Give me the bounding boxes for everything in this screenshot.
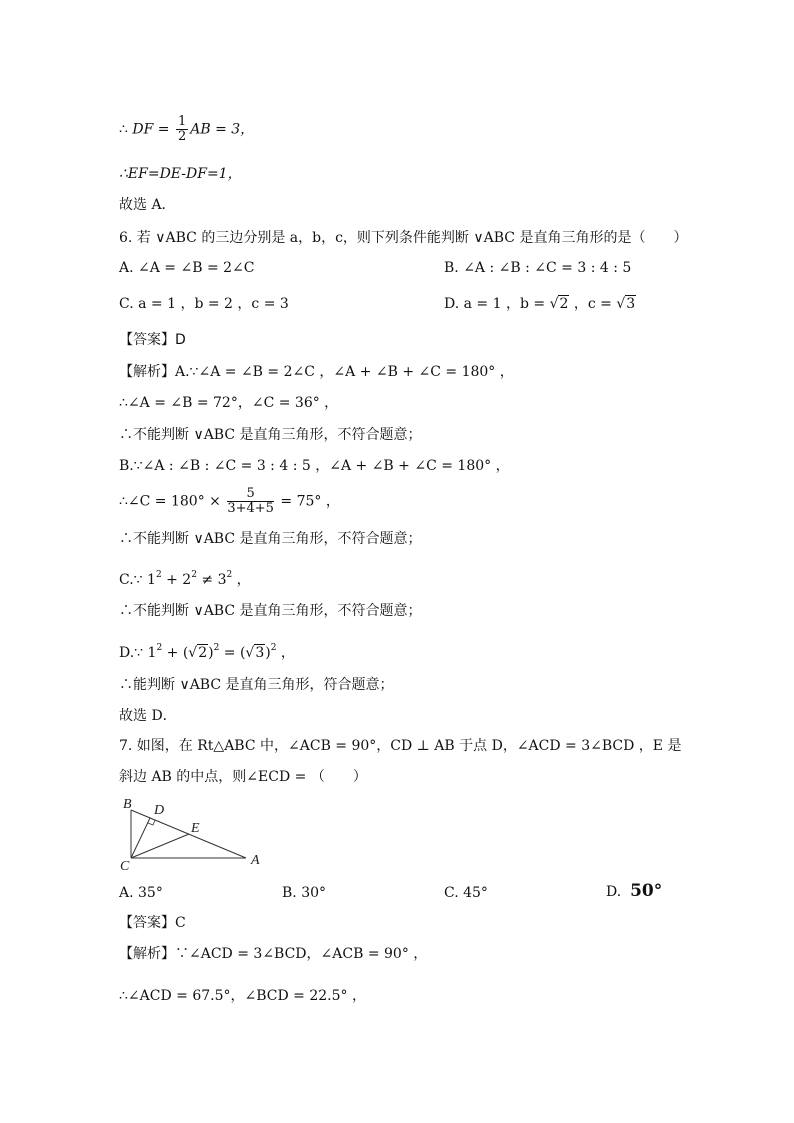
q7-option-d: D. 50° (606, 881, 663, 901)
q6-analysis-2: ∴∠A = ∠B = 72°，∠C = 36° ， (119, 395, 339, 411)
q7-analysis-2: ∴∠ACD = 67.5°，∠BCD = 22.5° ， (119, 988, 366, 1004)
q7-option-a: A. 35° (119, 885, 163, 901)
q7-option-c: C. 45° (444, 885, 488, 901)
q6-option-c: C. a = 1 ，b = 2 ，c = 3 (119, 296, 289, 312)
q6-option-b: B. ∠A : ∠B : ∠C = 3 : 4 : 5 (444, 260, 632, 276)
q7-triangle-figure (115, 793, 265, 873)
q6-analysis-9: D.∵ $1^2 + (√2)^2 = (√3)^2$ ， (119, 643, 295, 661)
line-df: ∴ DF = $\frac{1}{2}$ AB = 3， (119, 114, 255, 144)
q7-option-b: B. 30° (282, 885, 327, 901)
q6-analysis-3: ∴不能判断 ∨ABC 是直角三角形，不符合题意； (119, 427, 422, 443)
q6-answer: 【答案】D (119, 332, 186, 348)
q6-analysis-1: 【解析】A.∵∠A = ∠B = 2∠C ，∠A + ∠B + ∠C = 180° ， (119, 364, 514, 380)
q6-analysis-10: ∴能判断 ∨ABC 是直角三角形，符合题意； (119, 677, 394, 693)
fraction-5-over-12: $\frac{5}{3+4+5}$ (227, 486, 274, 516)
label-d: D (154, 803, 165, 818)
q6-option-a: A. ∠A = ∠B = 2∠C (119, 260, 255, 276)
segment-ce (131, 834, 189, 858)
q6-analysis-6: ∴不能判断 ∨ABC 是直角三角形，不符合题意； (119, 531, 422, 547)
q6-analysis-4: B.∵∠A : ∠B : ∠C = 3 : 4 : 5 ，∠A + ∠B + ∠C = 180° ， (119, 458, 510, 474)
q7-stem-2: 斜边 AB 的中点，则∠ECD = （ ） (119, 769, 367, 785)
q6-analysis-5: ∴∠C = 180° × $\frac{5}{3+4+5}$ = 75° ， (119, 486, 340, 516)
q6-conclusion: 故选 D． (119, 708, 177, 724)
fraction-half: $\frac{1}{2}$ (177, 114, 187, 144)
q7-analysis-1: 【解析】∵∠ACD = 3∠BCD，∠ACB = 90° ， (119, 946, 428, 962)
line-ef: ∴EF=DE-DF=1， (119, 166, 242, 182)
label-e: E (191, 821, 200, 836)
segment-cd (131, 818, 150, 858)
q6-stem: 6. 若 ∨ABC 的三边分别是 a，b，c，则下列条件能判断 ∨ABC 是直角三角形的是（ ） (119, 230, 688, 246)
q7-stem-1: 7. 如图，在 Rt△ABC 中，∠ACB = 90°，CD ⊥ AB 于点 D，∠ACD = 3∠BCD ，E 是 (119, 738, 682, 754)
label-a: A (251, 853, 260, 868)
q6-option-d: D. a = 1 ，b = √2 ，c = √3 (444, 296, 636, 312)
q7-answer: 【答案】C (119, 915, 186, 931)
q6-analysis-7: C.∵ $1^2 + 2^2 \ne 3^2$ ， (119, 570, 251, 588)
q6-analysis-8: ∴不能判断 ∨ABC 是直角三角形，不符合题意； (119, 603, 422, 619)
conclusion-a: 故选 A． (119, 197, 176, 213)
label-c: C (120, 859, 130, 873)
label-b: B (123, 797, 132, 812)
